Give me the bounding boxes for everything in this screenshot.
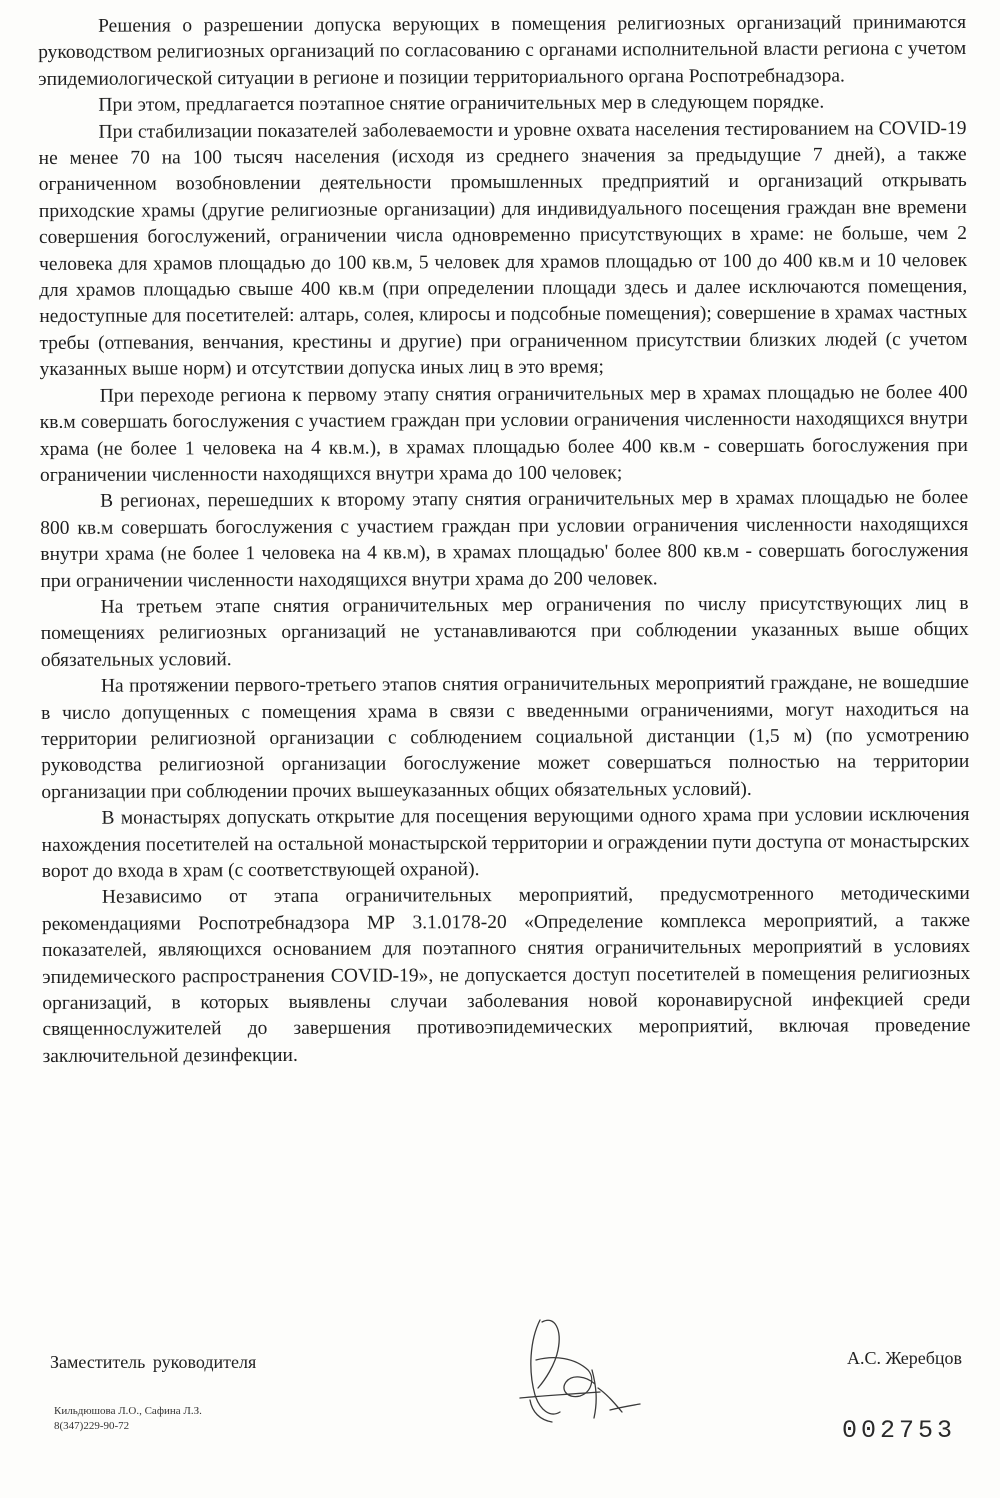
paragraph-second-stage: В регионах, перешедших к второму этапу снятия ограничительных мер в храмах площадью не более 800 кв.м совершать богослужения с участием граждан при условии ограничения численности находящихся внутри храма (не более 1 человека на 4 кв.м), в храмах площадью' более 800 кв.м - совершать богослужения при ограничении численности находящихся внутри храма до 200 человек. [40,487,969,592]
paragraph-first-stage: При переходе региона к первому этапу снятия ограничительных мер в храмах площадью не более 400 кв.м совершать богослужения с участием граждан при условии ограничения численности находящихся внутри храма (не более 1 человека на 4 кв.м.), в храмах площадью более 400 кв.м - совершать богослужения при ограничении численности находящихся внутри храма до 100 человек; [39,381,968,486]
paragraph-territory-distance: На протяжении первого-третьего этапов снятия ограничительных мероприятий граждане, не вошедшие в число допущенных с помещения храма в связи с введенными ограничениями, могут находиться на территории религиозной организации с соблюдением социальной дистанции (1,5 м) (по усмотрению руководства религиозной организации богослужение может совершаться полностью на территории организации при соблюдении прочих вышеуказанных общих обязательных условий). [41,672,970,803]
signatory-name: А.С. Жеребцов [847,1348,962,1368]
paragraph-infection-cases: Независимо от этапа ограничительных мероприятий, предусмотренного методическими рекомендациями Роспотребнадзора МР 3.1.0178-20 «Определение комплекса мероприятий, а также показателей, являющихся основанием для поэтапного снятия ограничительных мероприятий в условиях эпидемического распространения COVID-19», не допускается доступ посетителей в помещения религиозных организаций, в которых выявлены случаи заболевания новой коронавирусной инфекцией среди священнослужителей до завершения противоэпидемических мероприятий, включая проведение заключительной дезинфекции. [41,883,971,1067]
paragraph-admission-decisions: Решения о разрешении допуска верующих в помещения религиозных организаций принимаются руководством религиозных организаций по согласованию с органами исполнительной власти региона с учетом эпидемиологической ситуации в регионе и позиции территориального органа Роспотребнадзора. [38,11,967,90]
paragraph-staged-lifting: При этом, предлагается поэтапное снятие ограничительных мер в следующем порядке. [98,91,825,116]
document-body [38,10,971,1070]
executor-names: Кильдюшова Л.О., Сафина Л.З. [54,1405,202,1417]
document-number: 002753 [841,1416,956,1445]
executor-info [54,1404,202,1434]
paragraph-monasteries: В монастырях допускать открытие для посещения верующими одного храма при условии исключения нахождения посетителей на остальной монастырской территории и ограждении пути доступа от монастырских ворот до входа в храм (с соответствующей охраной). [41,804,970,882]
paragraph-stabilization-stage: При стабилизации показателей заболеваемости и уровне охвата населения тестированием на COVID-19 не менее 70 на 100 тысяч населения (исходя из среднего значения за предыдущие 7 дней), а также ограниченном возобновлении деятельности промышленных предприятий и организаций открывать приходские храмы (другие религиозные организации) для индивидуального посещения граждан вне времени совершения богослужений, ограничении числа одновременно присутствующих в храме: не больше, чем 2 человека для храмов площадью до 100 кв.м, 5 человек для храмов площадью от 100 до 400 кв.м и 10 человек для храмов площадью свыше 400 кв.м (при определении площади здесь и далее исключаются помещения, недоступные для посетителей: алтарь, солея, клиросы и подсобные помещения); совершение в храмах частных требы (отпевания, венчания, крестины и другие) при ограниченном присутствии близких людей (с учетом указанных выше норм) и отсутствии допуска иных лиц в это время; [38,117,968,381]
handwritten-signature [500,1300,650,1430]
executor-phone: 8(347)229-90-72 [54,1420,130,1432]
signatory-position: Заместитель руководителя [50,1352,257,1372]
paragraph-third-stage: На третьем этапе снятия ограничительных мер ограничения по числу присутствующих лиц в помещениях религиозных организаций не устанавливаются при соблюдении указанных выше общих обязательных условий. [40,592,969,671]
